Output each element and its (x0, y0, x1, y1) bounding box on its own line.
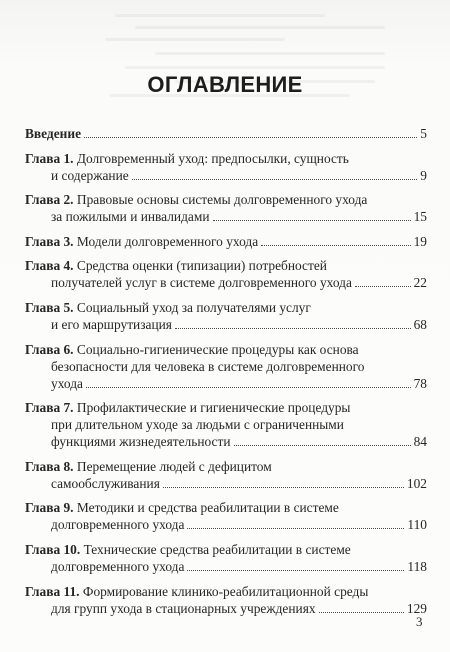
toc-entry-page: 118 (407, 558, 427, 574)
toc-entry-chapter-8[interactable] (25, 458, 427, 492)
toc-entry-page: 84 (413, 434, 427, 450)
toc-entry-continuation: ухода (51, 375, 83, 391)
toc-entry-text: Перемещение людей с дефицитом (76, 458, 272, 474)
dot-leader (163, 487, 404, 488)
dot-leader (234, 445, 411, 446)
toc-entry-chapter-11[interactable] (25, 583, 427, 617)
toc-entry-continuation: долговременного ухода (51, 517, 185, 533)
toc-entry-line (25, 191, 427, 208)
toc-entry-label: Введение (25, 126, 82, 141)
toc-entry-chapter-1[interactable] (25, 150, 427, 184)
toc-title: ОГЛАВЛЕНИЕ (147, 72, 303, 97)
toc-entry-line (25, 399, 427, 416)
toc-entry-text: Социальный уход за получателями услуг (76, 299, 311, 315)
toc-entry-text: Долговременный уход: предпосылки, сущность (76, 150, 349, 166)
toc-entry-line (25, 516, 427, 533)
toc-entry-line (25, 433, 427, 450)
toc-entry-line (25, 583, 427, 600)
toc-entry-introduction[interactable] (25, 125, 427, 142)
toc-entry-continuation: функциями жизнедеятельности (51, 434, 231, 450)
toc-entry-line (25, 558, 427, 575)
toc-entry-text: Социально-гигиенические процедуры как основа (76, 341, 359, 357)
toc-entry-label: Глава 7. (25, 400, 74, 416)
toc-entry-line (25, 458, 427, 475)
toc-entry-chapter-2[interactable] (25, 191, 427, 225)
toc-entry-line (25, 233, 427, 250)
dot-leader (175, 328, 411, 329)
toc-entry-line (25, 316, 427, 333)
toc-entry-continuation: за пожилыми и инвалидами (51, 209, 210, 225)
toc-entry-continuation: долговременного ухода (51, 558, 185, 574)
toc-entry-text: Правовые основы системы долговременного ухода (76, 192, 368, 208)
toc-entry-chapter-10[interactable] (25, 541, 427, 575)
toc-entry-label: Глава 4. (25, 258, 74, 274)
toc-entry-page: 5 (420, 126, 427, 141)
toc-entry-page: 78 (413, 375, 427, 391)
toc-entry-text: Методики и средства реабилитации в системе (76, 500, 339, 516)
dot-leader (187, 570, 404, 571)
toc-entry-label: Глава 10. (25, 541, 81, 557)
table-of-contents (25, 125, 427, 624)
toc-entry-line (25, 257, 427, 274)
toc-entry-chapter-7[interactable] (25, 399, 427, 450)
toc-entry-line (25, 125, 427, 142)
toc-entry-text: Средства оценки (типизации) потребностей (76, 258, 327, 274)
toc-entry-page: 129 (406, 600, 427, 616)
toc-entry-continuation: для групп ухода в стационарных учреждениях (51, 600, 316, 616)
toc-entry-page: 19 (413, 233, 427, 249)
toc-entry-page: 68 (413, 316, 427, 332)
dot-leader (261, 245, 410, 246)
toc-entry-line (25, 541, 427, 558)
toc-entry-line (25, 274, 427, 291)
toc-entry-text: Формирование клинико-реабилитационной среды (82, 583, 369, 599)
toc-entry-continuation: при длительном уходе за людьми с ограниченными (51, 417, 344, 433)
toc-entry-line (25, 341, 427, 358)
toc-entry-label: Глава 6. (25, 341, 74, 357)
toc-entry-line (25, 208, 427, 225)
toc-entry-page: 102 (406, 475, 427, 491)
toc-entry-page: 22 (413, 275, 427, 291)
dot-leader (187, 528, 404, 529)
toc-entry-label: Глава 11. (25, 583, 80, 599)
toc-entry-chapter-3[interactable] (25, 233, 427, 250)
toc-entry-continuation: получателей услуг в системе долговременного ухода (51, 275, 352, 291)
toc-entry-continuation: и содержание (51, 167, 129, 183)
toc-entry-chapter-5[interactable] (25, 299, 427, 333)
toc-entry-line (25, 475, 427, 492)
toc-entry-label: Глава 1. (25, 150, 74, 166)
toc-entry-line (25, 600, 427, 617)
dot-leader (355, 286, 411, 287)
toc-entry-continuation: и его маршрутизация (51, 316, 172, 332)
toc-entry-page: 110 (407, 517, 427, 533)
dot-leader (86, 387, 411, 388)
dot-leader (132, 179, 418, 180)
page-number: 3 (416, 614, 423, 629)
toc-entry-continuation: безопасности для человека в системе долговременного (51, 358, 365, 374)
toc-entry-line (25, 299, 427, 316)
toc-entry-text: Модели долговременного ухода (76, 233, 259, 249)
toc-entry-chapter-4[interactable] (25, 257, 427, 291)
toc-entry-label: Глава 9. (25, 500, 74, 516)
dot-leader (84, 137, 417, 138)
toc-entry-text: Технические средства реабилитации в системе (83, 541, 351, 557)
dot-leader (319, 612, 404, 613)
toc-entry-label: Глава 8. (25, 458, 74, 474)
toc-entry-line (25, 150, 427, 167)
toc-entry-line (25, 499, 427, 516)
bleed-through-text (95, 6, 425, 116)
toc-entry-page: 15 (413, 209, 427, 225)
toc-entry-chapter-6[interactable] (25, 341, 427, 392)
toc-entry-chapter-9[interactable] (25, 499, 427, 533)
toc-entry-page: 9 (420, 167, 427, 183)
toc-entry-label: Глава 2. (25, 192, 74, 208)
dot-leader (213, 220, 411, 221)
toc-entry-text: Профилактические и гигиенические процедуры (76, 400, 351, 416)
toc-entry-continuation: самообслуживания (51, 475, 160, 491)
toc-entry-label: Глава 3. (25, 233, 74, 249)
toc-entry-label: Глава 5. (25, 299, 74, 315)
toc-entry-heading (25, 233, 258, 250)
toc-entry-line (25, 375, 427, 392)
toc-entry-line (25, 167, 427, 184)
